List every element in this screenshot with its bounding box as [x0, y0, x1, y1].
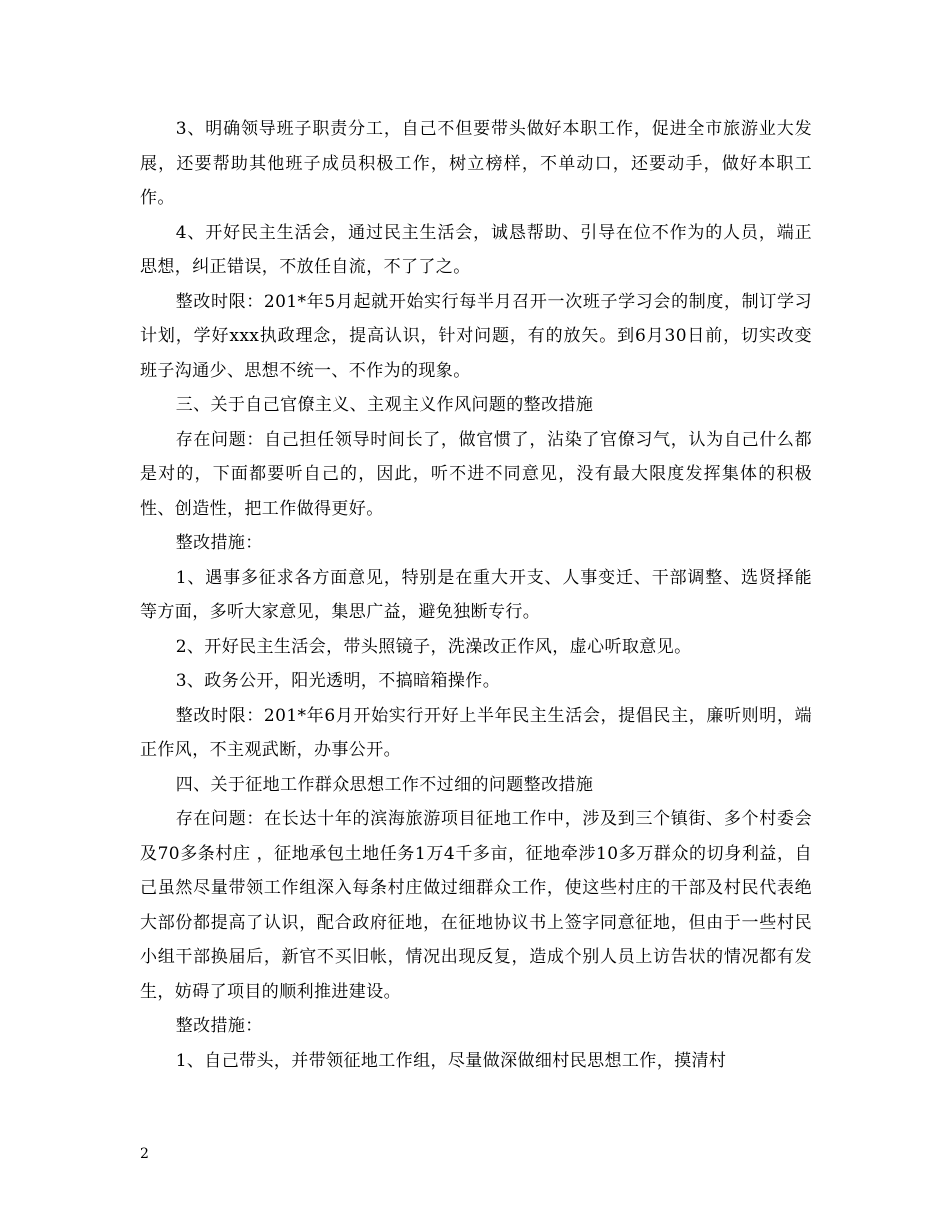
paragraph: 4、开好民主生活会，通过民主生活会，诚恳帮助、引导在位不作为的人员，端正思想，纠正错误，不放任自流，不了了之。 — [140, 222, 812, 277]
section-heading: 三、关于自己官僚主义、主观主义作风问题的整改措施 — [175, 395, 594, 415]
paragraph: 整改时限：201*年5月起就开始实行每半月召开一次班子学习会的制度，制订学习计划，学好xxx执政理念，提高认识，针对问题，有的放矢。到6月30日前，切实改变班子沟通少、思想不统一、不作为的现象。 — [140, 291, 812, 381]
paragraph: 存在问题：自己担任领导时间长了，做官惯了，沾染了官僚习气，认为自己什么都是对的，下面都要听自己的，因此，听不进不同意见，没有最大限度发挥集体的积极性、创造性，把工作做得更好。 — [140, 429, 812, 519]
paragraph: 2、开好民主生活会，带头照镜子，洗澡改正作风，虚心听取意见。 — [175, 636, 692, 657]
paragraph: 3、政务公开，阳光透明，不搞暗箱操作。 — [175, 671, 501, 691]
paragraph: 1、遇事多征求各方面意见，特别是在重大开支、人事变迁、干部调整、选贤择能等方面，多听大家意见，集思广益，避免独断专行。 — [140, 567, 812, 622]
document-body — [140, 112, 812, 1078]
paragraph: 1、自己带头，并带领征地工作组，尽量做深做细村民思想工作，摸清村 — [175, 1050, 727, 1071]
paragraph: 存在问题：在长达十年的滨海旅游项目征地工作中，涉及到三个镇街、多个村委会及70多条村庄 ，征地承包土地任务1万4千多亩，征地牵涉10多万群众的切身利益，自己虽然尽量带领工作组深入每条村庄做过细群众工作，使这些村庄的干部及村民代表绝大部份都提高了认识，配合政府征地，在征地协议书上签字同意征地，但由于一些村民小组干部换届后，新官不买旧帐，情况出现反复，造成个别人员上访告状的情况都有发生，妨碍了项目的顺利推进建设。 — [140, 809, 812, 1002]
paragraph: 整改措施： — [175, 533, 263, 553]
paragraph: 整改时限：201*年6月开始实行开好上半年民主生活会，提倡民主，廉听则明，端正作风，不主观武断，办事公开。 — [140, 705, 812, 760]
paragraph: 3、明确领导班子职责分工，自己不但要带头做好本职工作，促进全市旅游业大发展，还要帮助其他班子成员积极工作，树立榜样，不单动口，还要动手，做好本职工作。 — [140, 119, 812, 208]
section-heading: 四、关于征地工作群众思想工作不过细的问题整改措施 — [175, 774, 594, 795]
paragraph: 整改措施： — [175, 1016, 263, 1036]
page-number: 2 — [140, 1146, 149, 1162]
